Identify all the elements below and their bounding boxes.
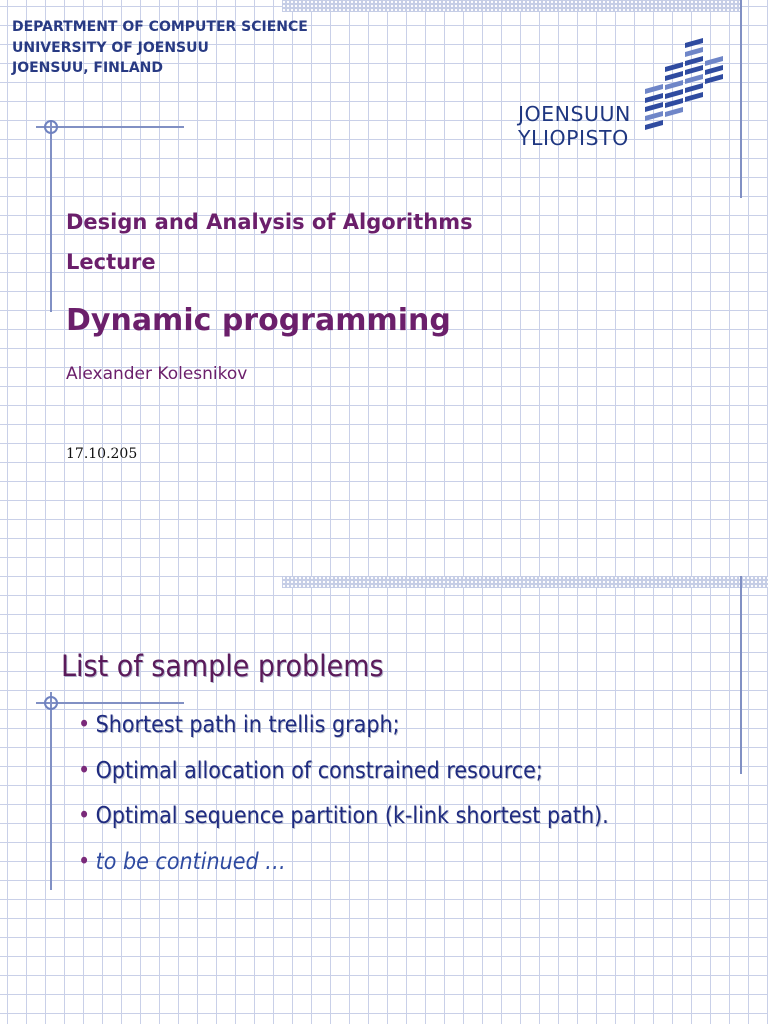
list-item-text: Optimal allocation of constrained resource;	[95, 757, 543, 784]
logo-bar	[665, 71, 683, 81]
left-rule	[50, 692, 52, 890]
lecture-date: 17.10.205	[66, 446, 138, 462]
logo-text-line2: YLIOPISTO	[518, 126, 629, 150]
logo-bar	[705, 56, 723, 66]
bullet-icon: •	[78, 803, 91, 829]
logo-bar	[685, 74, 703, 84]
logo-bar	[685, 56, 703, 66]
logo-bar	[685, 47, 703, 57]
logo-bar	[665, 62, 683, 72]
crosshair-circle	[44, 696, 58, 710]
list-item-text: Optimal sequence partition (k-link shortest path).	[95, 803, 609, 829]
dotted-band	[282, 0, 740, 12]
right-rule	[740, 576, 742, 774]
list-item	[78, 758, 609, 804]
left-rule	[50, 120, 52, 312]
department-header	[12, 17, 308, 79]
crosshair-circle	[44, 120, 58, 134]
list-item	[78, 849, 609, 895]
bullet-icon: •	[78, 848, 91, 875]
logo-bar	[685, 92, 703, 102]
department-line: DEPARTMENT OF COMPUTER SCIENCE	[12, 19, 308, 35]
logo-bar	[685, 38, 703, 48]
university-line: UNIVERSITY OF JOENSUU	[12, 39, 209, 56]
top-rule	[36, 702, 184, 704]
logo-text-line1: JOENSUUN	[518, 102, 631, 126]
author-name: Alexander Kolesnikov	[66, 364, 248, 384]
bullet-icon: •	[78, 712, 91, 738]
logo-bar	[685, 83, 703, 93]
slide-title: List of sample problems	[61, 649, 384, 683]
location-line: JOENSUU, FINLAND	[12, 60, 163, 76]
lecture-label: Lecture	[66, 250, 156, 274]
top-rule	[36, 126, 184, 128]
list-item	[78, 803, 609, 849]
course-title: Design and Analysis of Algorithms	[66, 210, 473, 234]
bullet-icon: •	[78, 757, 91, 784]
logo-bar	[685, 65, 703, 75]
logo-bar	[705, 74, 723, 84]
logo-bar	[665, 80, 683, 90]
logo-bar	[705, 65, 723, 75]
lecture-topic: Dynamic programming	[66, 303, 451, 338]
problem-list	[78, 712, 668, 894]
right-rule	[740, 0, 742, 198]
dotted-band	[282, 576, 768, 588]
list-item-text: Shortest path in trellis graph;	[95, 712, 400, 738]
content-slide	[0, 512, 768, 1024]
list-item	[78, 712, 609, 758]
logo-bar	[665, 89, 683, 99]
logo-bar	[645, 84, 663, 94]
list-item-text: to be continued …	[95, 848, 286, 875]
logo-bar	[645, 93, 663, 103]
